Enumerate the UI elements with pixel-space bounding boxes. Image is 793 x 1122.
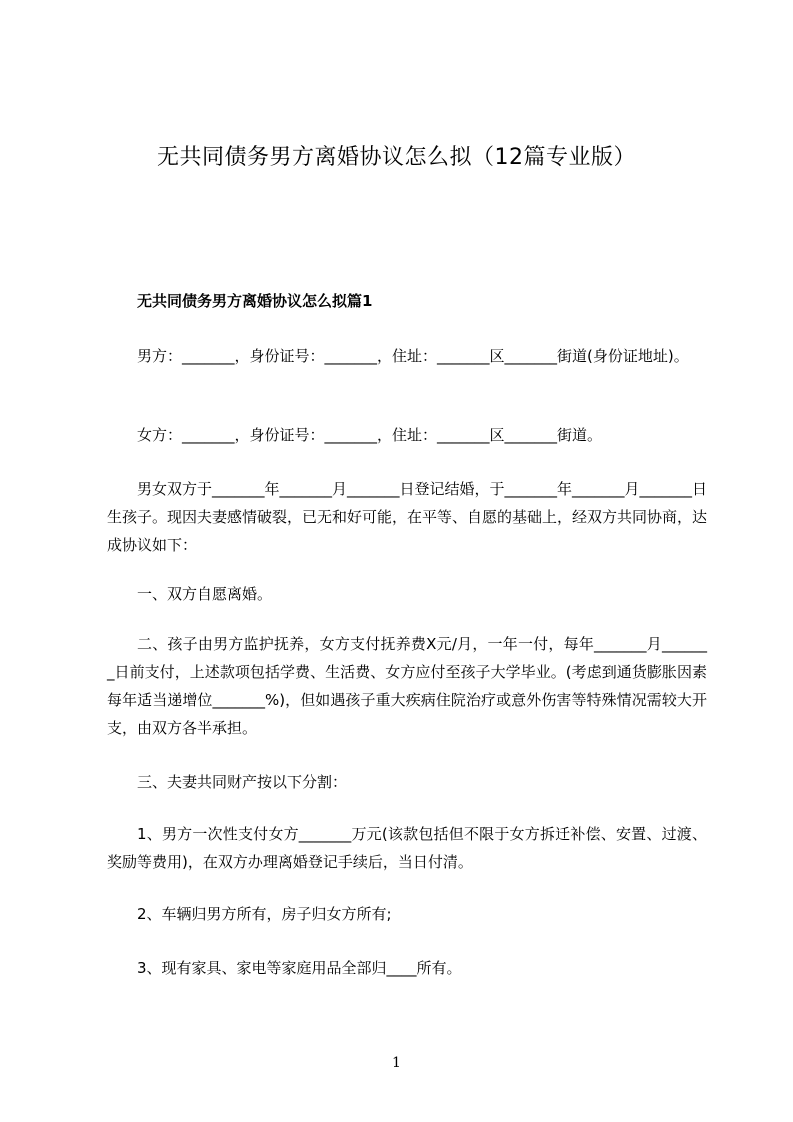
paragraph-marriage-info: 男女双方于_______年_______月_______日登记结婚，于_______年_______月_______日生孩子。现因夫妻感情破裂，已无和好可能，在平等、自愿的基础上，经双方共同协商，达成协议如下： [107,480,708,554]
page-number: 1 [392,1055,401,1071]
paragraph-clause-3: 三、夫妻共同财产按以下分割： [137,773,348,791]
paragraph-clause-1: 一、双方自愿离婚。 [137,585,273,603]
paragraph-clause-3-3: 3、现有家具、家电等家庭用品全部归____所有。 [137,959,462,977]
section-heading: 无共同债务男方离婚协议怎么拟篇1 [137,292,373,310]
paragraph-female-party: 女方：_______，身份证号：_______，住址：_______区_______街道。 [137,426,603,444]
paragraph-male-party: 男方：_______，身份证号：_______，住址：_______区_______街道(身份证地址)。 [137,347,689,365]
paragraph-clause-3-1: 1、男方一次性支付女方_______万元(该款包括但不限于女方拆迁补偿、安置、过渡、奖励等费用)，在双方办理离婚登记手续后，当日付清。 [107,825,707,871]
paragraph-clause-3-2: 2、车辆归男方所有，房子归女方所有; [137,905,392,923]
document-title: 无共同债务男方离婚协议怎么拟（12篇专业版） [157,145,636,170]
paragraph-clause-2: 二、孩子由男方监护抚养，女方支付抚养费X元/月，一年一付，每年_______月_______日前支付，上述款项包括学费、生活费、女方应付至孩子大学毕业。(考虑到通货膨胀因素每年适当递增位_______%)，但如遇孩子重大疾病住院治疗或意外伤害等特殊情况需较大开支，由双方各半承担。 [107,635,707,737]
